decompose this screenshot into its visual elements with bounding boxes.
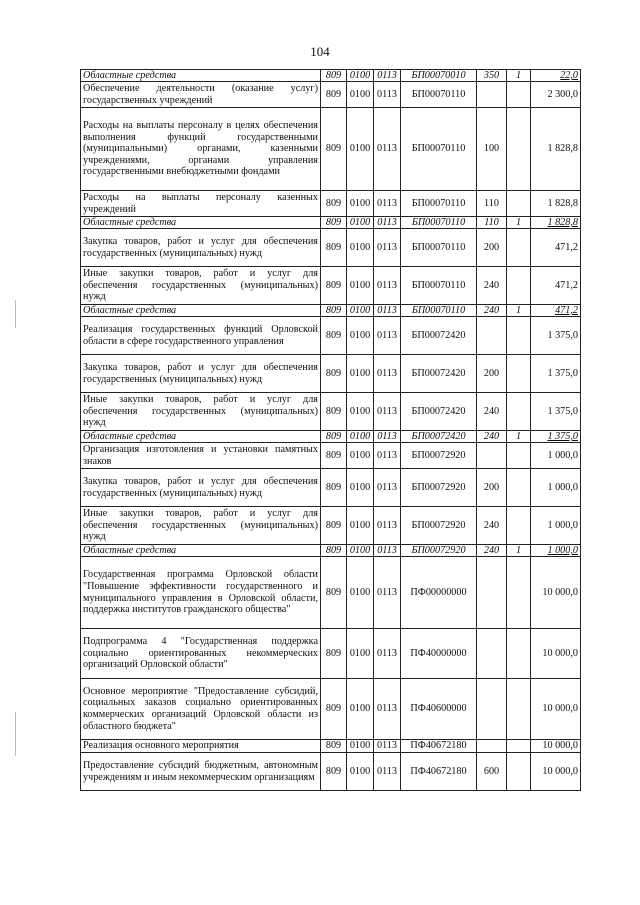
ministry-code-cell: 809 — [321, 305, 347, 317]
funding-source-cell: 1 — [507, 431, 531, 443]
expense-type-cell: 600 — [477, 753, 507, 791]
row-name-cell: Областные средства — [81, 217, 321, 229]
row-name-cell: Реализация основного мероприятия — [81, 740, 321, 753]
funding-source-cell — [507, 355, 531, 393]
table-row — [81, 740, 581, 753]
expense-type-cell — [477, 82, 507, 108]
section-code-cell: 0100 — [347, 229, 374, 267]
table-row — [81, 443, 581, 469]
subtotal-row — [81, 305, 581, 317]
subsection-code-cell: 0113 — [374, 393, 401, 431]
ministry-code-cell: 809 — [321, 557, 347, 629]
subsection-code-cell: 0113 — [374, 545, 401, 557]
ministry-code-cell: 809 — [321, 431, 347, 443]
scan-artifact-mark — [15, 300, 16, 328]
subsection-code-cell: 0113 — [374, 507, 401, 545]
subsection-code-cell: 0113 — [374, 267, 401, 305]
row-name-cell: Иные закупки товаров, работ и услуг для обеспечения государственных (муниципальных) нужд — [81, 507, 321, 545]
amount-cell: 10 000,0 — [531, 740, 581, 753]
subsection-code-cell: 0113 — [374, 443, 401, 469]
budget-allocation-table — [80, 69, 581, 791]
expense-type-cell — [477, 317, 507, 355]
subsection-code-cell: 0113 — [374, 557, 401, 629]
target-article-cell: БП00072420 — [401, 317, 477, 355]
expense-type-cell — [477, 557, 507, 629]
amount-cell: 10 000,0 — [531, 557, 581, 629]
subsection-code-cell: 0113 — [374, 740, 401, 753]
funding-source-cell — [507, 507, 531, 545]
funding-source-cell — [507, 753, 531, 791]
section-code-cell: 0100 — [347, 740, 374, 753]
funding-source-cell — [507, 191, 531, 217]
amount-cell: 471,2 — [531, 305, 581, 317]
expense-type-cell: 240 — [477, 267, 507, 305]
row-name-cell: Расходы на выплаты персоналу казенных учреждений — [81, 191, 321, 217]
section-code-cell: 0100 — [347, 629, 374, 679]
row-name-cell: Областные средства — [81, 70, 321, 82]
subsection-code-cell: 0113 — [374, 191, 401, 217]
table-row — [81, 557, 581, 629]
target-article-cell: БП00072920 — [401, 507, 477, 545]
amount-cell: 22,0 — [531, 70, 581, 82]
subtotal-row — [81, 217, 581, 229]
target-article-cell: БП00070110 — [401, 191, 477, 217]
subsection-code-cell: 0113 — [374, 469, 401, 507]
section-code-cell: 0100 — [347, 355, 374, 393]
expense-type-cell: 110 — [477, 217, 507, 229]
target-article-cell: ПФ40672180 — [401, 740, 477, 753]
funding-source-cell — [507, 267, 531, 305]
ministry-code-cell: 809 — [321, 355, 347, 393]
amount-cell: 1 000,0 — [531, 545, 581, 557]
row-name-cell: Государственная программа Орловской области "Повышение эффективности государственного и муниципального управления в Орловской области, поддержка институтов гражданского общества" — [81, 557, 321, 629]
funding-source-cell — [507, 82, 531, 108]
expense-type-cell: 240 — [477, 431, 507, 443]
section-code-cell: 0100 — [347, 305, 374, 317]
target-article-cell: ПФ00000000 — [401, 557, 477, 629]
target-article-cell: ПФ40600000 — [401, 679, 477, 740]
ministry-code-cell: 809 — [321, 191, 347, 217]
table-row — [81, 393, 581, 431]
ministry-code-cell: 809 — [321, 82, 347, 108]
ministry-code-cell: 809 — [321, 317, 347, 355]
funding-source-cell — [507, 317, 531, 355]
target-article-cell: ПФ40672180 — [401, 753, 477, 791]
target-article-cell: ПФ40000000 — [401, 629, 477, 679]
section-code-cell: 0100 — [347, 108, 374, 191]
subsection-code-cell: 0113 — [374, 355, 401, 393]
subsection-code-cell: 0113 — [374, 317, 401, 355]
ministry-code-cell: 809 — [321, 679, 347, 740]
row-name-cell: Областные средства — [81, 545, 321, 557]
table-row — [81, 629, 581, 679]
row-name-cell: Основное мероприятие "Предоставление субсидий, социальных заказов социально ориентированных коммерческих организаций Орловской области из областного бюджета" — [81, 679, 321, 740]
amount-cell: 1 375,0 — [531, 431, 581, 443]
subsection-code-cell: 0113 — [374, 217, 401, 229]
expense-type-cell: 240 — [477, 545, 507, 557]
expense-type-cell: 100 — [477, 108, 507, 191]
amount-cell: 10 000,0 — [531, 629, 581, 679]
subsection-code-cell: 0113 — [374, 305, 401, 317]
row-name-cell: Реализация государственных функций Орловской области в сфере государственного управления — [81, 317, 321, 355]
table-row — [81, 229, 581, 267]
section-code-cell: 0100 — [347, 545, 374, 557]
ministry-code-cell: 809 — [321, 217, 347, 229]
ministry-code-cell: 809 — [321, 70, 347, 82]
row-name-cell: Иные закупки товаров, работ и услуг для обеспечения государственных (муниципальных) нужд — [81, 393, 321, 431]
expense-type-cell — [477, 679, 507, 740]
amount-cell: 1 375,0 — [531, 317, 581, 355]
scan-artifact-mark — [15, 712, 16, 756]
expense-type-cell — [477, 629, 507, 679]
expense-type-cell — [477, 443, 507, 469]
target-article-cell: БП00070010 — [401, 70, 477, 82]
ministry-code-cell: 809 — [321, 108, 347, 191]
amount-cell: 1 375,0 — [531, 355, 581, 393]
target-article-cell: БП00070110 — [401, 108, 477, 191]
ministry-code-cell: 809 — [321, 629, 347, 679]
amount-cell: 471,2 — [531, 229, 581, 267]
table-row — [81, 753, 581, 791]
funding-source-cell — [507, 629, 531, 679]
page-number: 104 — [310, 44, 330, 59]
funding-source-cell — [507, 229, 531, 267]
target-article-cell: БП00070110 — [401, 82, 477, 108]
amount-cell: 1 375,0 — [531, 393, 581, 431]
section-code-cell: 0100 — [347, 753, 374, 791]
section-code-cell: 0100 — [347, 431, 374, 443]
section-code-cell: 0100 — [347, 469, 374, 507]
row-name-cell: Закупка товаров, работ и услуг для обеспечения государственных (муниципальных) нужд — [81, 469, 321, 507]
funding-source-cell: 1 — [507, 70, 531, 82]
funding-source-cell: 1 — [507, 545, 531, 557]
table-row — [81, 317, 581, 355]
subsection-code-cell: 0113 — [374, 108, 401, 191]
row-name-cell: Предоставление субсидий бюджетным, автономным учреждениям и иным некоммерческим организациям — [81, 753, 321, 791]
funding-source-cell — [507, 108, 531, 191]
target-article-cell: БП00072920 — [401, 545, 477, 557]
target-article-cell: БП00072420 — [401, 431, 477, 443]
row-name-cell: Организация изготовления и установки памятных знаков — [81, 443, 321, 469]
ministry-code-cell: 809 — [321, 507, 347, 545]
section-code-cell: 0100 — [347, 507, 374, 545]
ministry-code-cell: 809 — [321, 545, 347, 557]
row-name-cell: Иные закупки товаров, работ и услуг для обеспечения государственных (муниципальных) нужд — [81, 267, 321, 305]
section-code-cell: 0100 — [347, 679, 374, 740]
subsection-code-cell: 0113 — [374, 229, 401, 267]
amount-cell: 10 000,0 — [531, 679, 581, 740]
ministry-code-cell: 809 — [321, 393, 347, 431]
target-article-cell: БП00070110 — [401, 217, 477, 229]
ministry-code-cell: 809 — [321, 229, 347, 267]
table-row — [81, 267, 581, 305]
table-row — [81, 679, 581, 740]
ministry-code-cell: 809 — [321, 267, 347, 305]
expense-type-cell: 110 — [477, 191, 507, 217]
row-name-cell: Закупка товаров, работ и услуг для обеспечения государственных (муниципальных) нужд — [81, 229, 321, 267]
section-code-cell: 0100 — [347, 317, 374, 355]
funding-source-cell — [507, 469, 531, 507]
section-code-cell: 0100 — [347, 70, 374, 82]
expense-type-cell: 240 — [477, 305, 507, 317]
table-row — [81, 469, 581, 507]
section-code-cell: 0100 — [347, 217, 374, 229]
funding-source-cell — [507, 443, 531, 469]
amount-cell: 471,2 — [531, 267, 581, 305]
amount-cell: 1 000,0 — [531, 469, 581, 507]
table-row — [81, 191, 581, 217]
ministry-code-cell: 809 — [321, 740, 347, 753]
funding-source-cell — [507, 557, 531, 629]
amount-cell: 1 000,0 — [531, 507, 581, 545]
section-code-cell: 0100 — [347, 267, 374, 305]
subsection-code-cell: 0113 — [374, 82, 401, 108]
target-article-cell: БП00072420 — [401, 355, 477, 393]
target-article-cell: БП00072920 — [401, 443, 477, 469]
section-code-cell: 0100 — [347, 443, 374, 469]
amount-cell: 2 300,0 — [531, 82, 581, 108]
ministry-code-cell: 809 — [321, 443, 347, 469]
section-code-cell: 0100 — [347, 557, 374, 629]
section-code-cell: 0100 — [347, 191, 374, 217]
target-article-cell: БП00070110 — [401, 305, 477, 317]
expense-type-cell: 200 — [477, 229, 507, 267]
target-article-cell: БП00072920 — [401, 469, 477, 507]
table-row — [81, 507, 581, 545]
table-row — [81, 82, 581, 108]
funding-source-cell — [507, 740, 531, 753]
table-row — [81, 355, 581, 393]
expense-type-cell: 200 — [477, 469, 507, 507]
subtotal-row — [81, 70, 581, 82]
table-row — [81, 108, 581, 191]
row-name-cell: Закупка товаров, работ и услуг для обеспечения государственных (муниципальных) нужд — [81, 355, 321, 393]
target-article-cell: БП00070110 — [401, 229, 477, 267]
subsection-code-cell: 0113 — [374, 431, 401, 443]
subtotal-row — [81, 431, 581, 443]
funding-source-cell — [507, 679, 531, 740]
expense-type-cell: 350 — [477, 70, 507, 82]
funding-source-cell: 1 — [507, 217, 531, 229]
section-code-cell: 0100 — [347, 393, 374, 431]
ministry-code-cell: 809 — [321, 753, 347, 791]
subtotal-row — [81, 545, 581, 557]
expense-type-cell — [477, 740, 507, 753]
subsection-code-cell: 0113 — [374, 679, 401, 740]
expense-type-cell: 240 — [477, 507, 507, 545]
amount-cell: 1 828,8 — [531, 108, 581, 191]
row-name-cell: Областные средства — [81, 431, 321, 443]
target-article-cell: БП00072420 — [401, 393, 477, 431]
row-name-cell: Расходы на выплаты персоналу в целях обеспечения выполнения функций государственными (муниципальными) органами, казенными учреждениями, органами управления государственными внебюджетными фондами — [81, 108, 321, 191]
target-article-cell: БП00070110 — [401, 267, 477, 305]
row-name-cell: Подпрограмма 4 "Государственная поддержка социально ориентированных некоммерческих организаций Орловской области" — [81, 629, 321, 679]
subsection-code-cell: 0113 — [374, 70, 401, 82]
subsection-code-cell: 0113 — [374, 753, 401, 791]
subsection-code-cell: 0113 — [374, 629, 401, 679]
amount-cell: 1 000,0 — [531, 443, 581, 469]
ministry-code-cell: 809 — [321, 469, 347, 507]
funding-source-cell — [507, 393, 531, 431]
row-name-cell: Областные средства — [81, 305, 321, 317]
amount-cell: 1 828,8 — [531, 191, 581, 217]
expense-type-cell: 240 — [477, 393, 507, 431]
section-code-cell: 0100 — [347, 82, 374, 108]
amount-cell: 10 000,0 — [531, 753, 581, 791]
funding-source-cell: 1 — [507, 305, 531, 317]
amount-cell: 1 828,8 — [531, 217, 581, 229]
row-name-cell: Обеспечение деятельности (оказание услуг) государственных учреждений — [81, 82, 321, 108]
expense-type-cell: 200 — [477, 355, 507, 393]
